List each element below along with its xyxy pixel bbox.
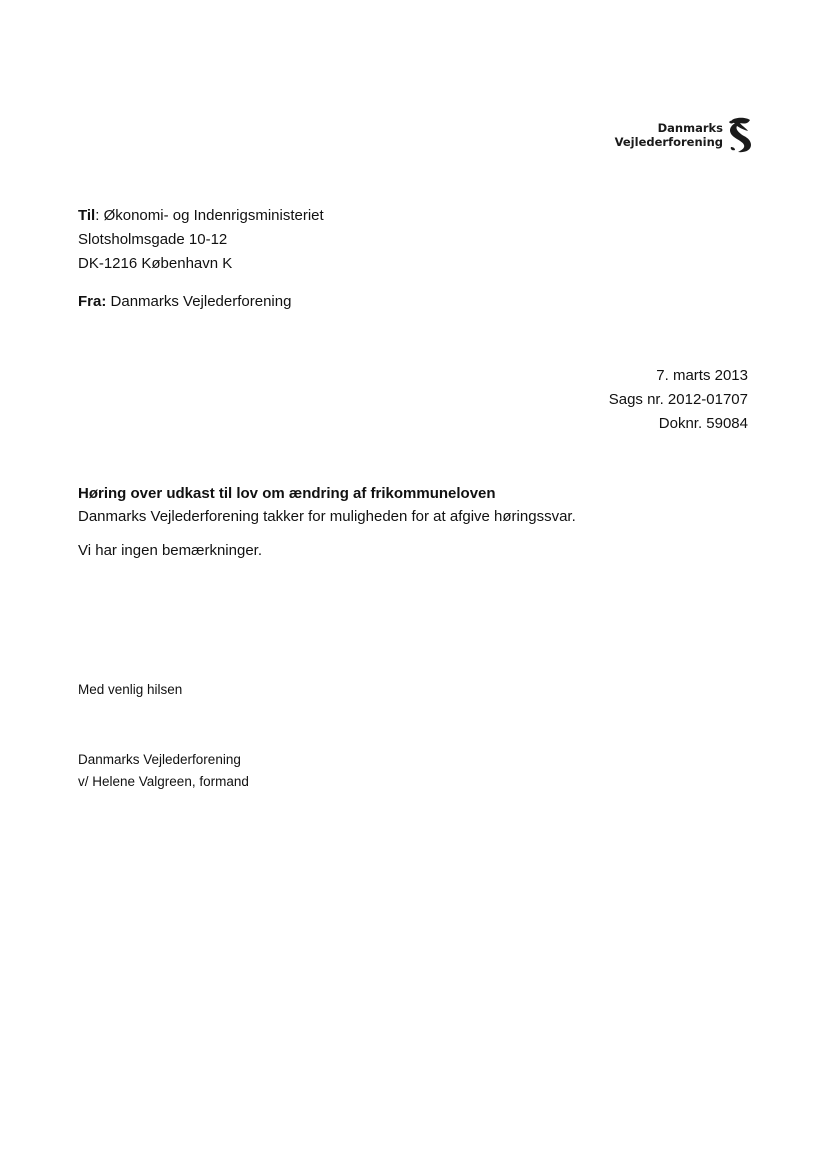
recipient-name: Økonomi- og Indenrigsministeriet xyxy=(103,207,324,224)
closing-greeting: Med venlig hilsen xyxy=(78,682,183,697)
case-number: Sags nr. 2012-01707 xyxy=(608,391,748,408)
letter-date: 7. marts 2013 xyxy=(656,367,748,384)
signature-signer: v/ Helene Valgreen, formand xyxy=(78,774,249,789)
logo-text xyxy=(615,121,723,149)
signature-organization: Danmarks Vejlederforening xyxy=(78,752,241,767)
sender-name: Danmarks Vejlederforening xyxy=(110,293,292,310)
letter-thanks: Danmarks Vejlederforening takker for muligheden for at afgive høringssvar. xyxy=(78,508,576,525)
recipient-name-line: Til: Økonomi- og Indenrigsministeriet xyxy=(78,207,324,224)
recipient-block xyxy=(78,204,324,276)
logo-line-1: Danmarks xyxy=(657,121,723,135)
recipient-city: DK-1216 København K xyxy=(78,255,233,272)
sender-block xyxy=(78,290,291,314)
sender-label: Fra: xyxy=(78,293,107,310)
letter-subject: Høring over udkast til lov om ændring af frikommuneloven xyxy=(78,485,496,502)
recipient-label: Til xyxy=(78,207,96,224)
logo-line-2: Vejlederforening xyxy=(614,135,723,149)
signature-block xyxy=(78,749,249,793)
organization-logo-icon xyxy=(726,116,754,154)
organization-logo xyxy=(615,116,754,154)
recipient-street: Slotsholmsgade 10-12 xyxy=(78,231,228,248)
letter-remark: Vi har ingen bemærkninger. xyxy=(78,542,262,559)
document-number: Doknr. 59084 xyxy=(658,415,748,432)
document-meta xyxy=(609,364,748,436)
